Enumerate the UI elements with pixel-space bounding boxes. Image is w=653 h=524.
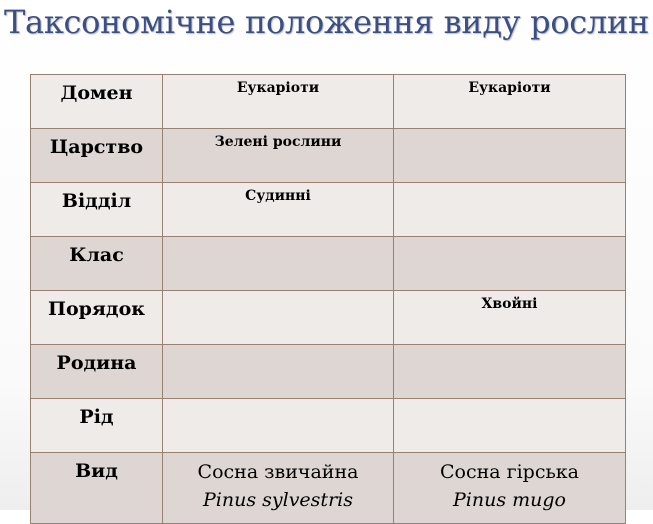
- rank-label: Відділ: [31, 183, 163, 237]
- table-row-species: [31, 453, 626, 524]
- table-row-order: [31, 291, 626, 345]
- species-cell: [163, 453, 394, 524]
- table-row-division: [31, 183, 626, 237]
- table-cell: [394, 237, 626, 291]
- slide-title: Таксономічне положення виду рослин: [4, 3, 650, 41]
- taxonomy-table: [30, 74, 626, 524]
- rank-label: Порядок: [31, 291, 163, 345]
- table-cell: [394, 345, 626, 399]
- table-cell: Зелені рослини: [163, 129, 394, 183]
- table-cell: Еукаріоти: [394, 75, 626, 129]
- table-cell: [394, 183, 626, 237]
- species-latin-name: Pinus mugo: [453, 489, 566, 511]
- table-cell: [163, 291, 394, 345]
- table-row-domain: [31, 75, 626, 129]
- table-row-class: [31, 237, 626, 291]
- table-row-family: [31, 345, 626, 399]
- table-row-kingdom: [31, 129, 626, 183]
- table-cell: [394, 399, 626, 453]
- species-common-name: Сосна гірська: [439, 461, 580, 483]
- rank-label: Рід: [31, 399, 163, 453]
- table-cell: [163, 237, 394, 291]
- table-cell: [394, 129, 626, 183]
- rank-label: Царство: [31, 129, 163, 183]
- table-cell: [163, 345, 394, 399]
- rank-label: Клас: [31, 237, 163, 291]
- table-cell: Судинні: [163, 183, 394, 237]
- species-latin-name: Pinus sylvestris: [203, 489, 353, 511]
- table-cell: [163, 399, 394, 453]
- rank-label: Родина: [31, 345, 163, 399]
- species-cell: [394, 453, 626, 524]
- rank-label: Домен: [31, 75, 163, 129]
- rank-label: Вид: [31, 453, 163, 524]
- table-row-genus: [31, 399, 626, 453]
- table-cell: Хвойні: [394, 291, 626, 345]
- species-common-name: Сосна звичайна: [197, 461, 359, 483]
- table-cell: Еукаріоти: [163, 75, 394, 129]
